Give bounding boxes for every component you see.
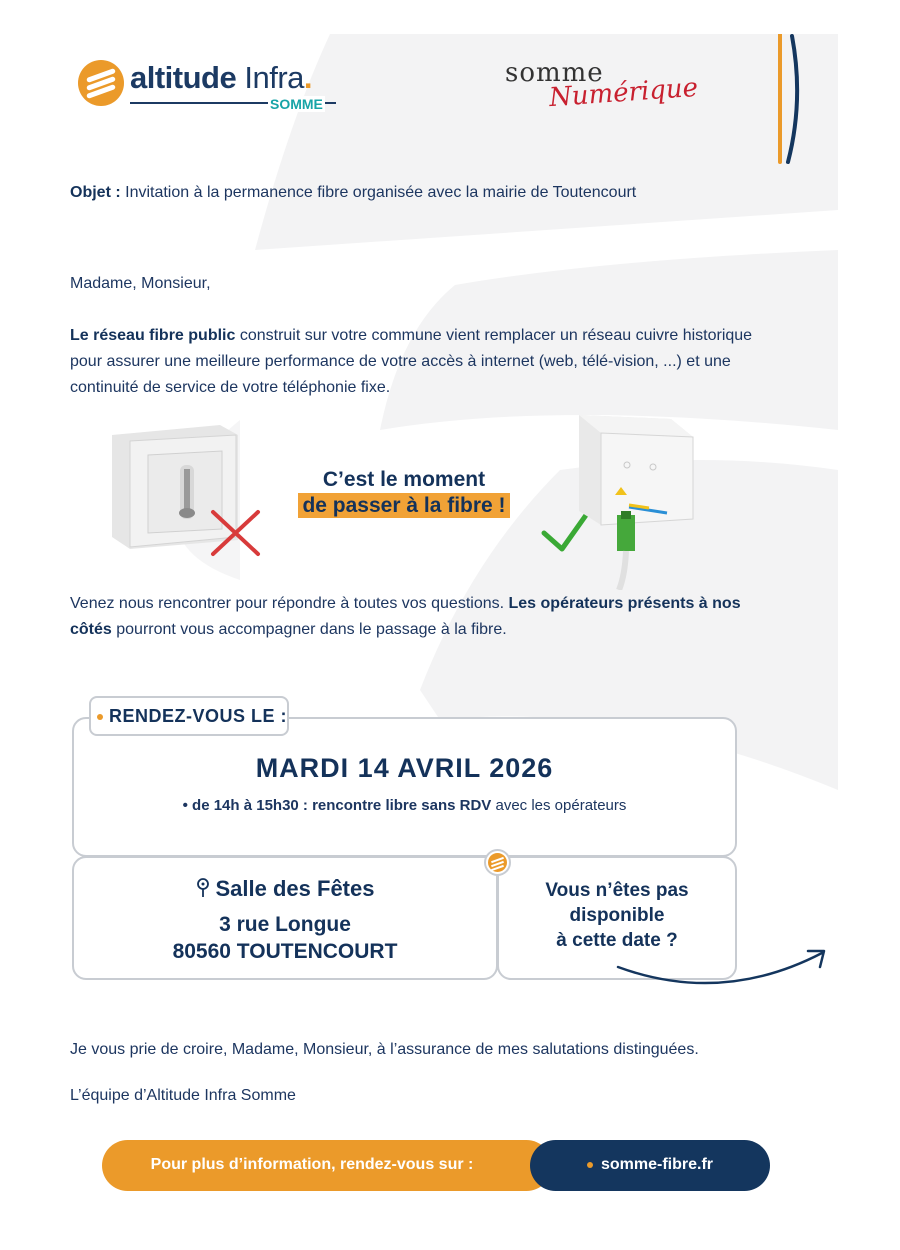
invitation-paragraph: Venez nous rencontrer pour répondre à toutes vos questions. Les opérateurs présents à nos côtés pourront vous accompagner dans le passage à la fibre. [70, 595, 741, 638]
greeting: Madame, Monsieur, [70, 275, 211, 292]
altitude-infra-logo [78, 58, 338, 114]
address-city: 80560 TOUTENCOURT [172, 940, 398, 963]
altitude-logo-wordmark: altitude Infra. [130, 60, 313, 95]
info-label: Pour plus d’information, rendez-vous sur : [150, 1156, 474, 1173]
curved-arrow-icon [612, 945, 832, 1000]
rendez-vous-tag: RENDEZ-VOUS LE : [89, 696, 289, 736]
venue-name: Salle des Fêtes [215, 876, 375, 901]
fibre-slogan: C’est le moment de passer à la fibre ! [294, 466, 514, 518]
cross-icon [208, 508, 263, 558]
address-street: 3 rue Longue [219, 913, 351, 936]
location-pin-icon [196, 878, 210, 898]
somme-numerique-logo: somme Numérique [505, 58, 699, 114]
availability-question: Vous n’êtes pas disponible à cette date ? [545, 880, 689, 951]
event-schedule: • de 14h à 15h30 : rencontre libre sans RDV avec les opérateurs [182, 797, 627, 814]
date-card [72, 717, 737, 857]
event-location [72, 875, 498, 965]
event-date: MARDI 14 AVRIL 2026 [255, 753, 554, 783]
signature: L’équipe d’Altitude Infra Somme [70, 1087, 296, 1104]
intro-paragraph: Le réseau fibre public construit sur votre commune vient remplacer un réseau cuivre historique pour assurer une meilleure performance de votre accès à internet (web, télé-vision, ...) et une continuité de service de votre téléphonie fixe. [70, 327, 753, 396]
fibre-outlet-image [575, 415, 695, 590]
altitude-logo-region: SOMME [270, 96, 323, 112]
closing-formula: Je vous prie de croire, Madame, Monsieur, à l’assurance de mes salutations distinguées. [70, 1041, 699, 1058]
decorative-stripes [770, 34, 810, 166]
altitude-badge-icon [484, 849, 511, 876]
altitude-logo-mark [78, 60, 124, 106]
subject-line: Objet : Invitation à la permanence fibre organisée avec la mairie de Toutencourt [70, 184, 637, 201]
website-link[interactable]: somme-fibre.fr [530, 1156, 770, 1174]
